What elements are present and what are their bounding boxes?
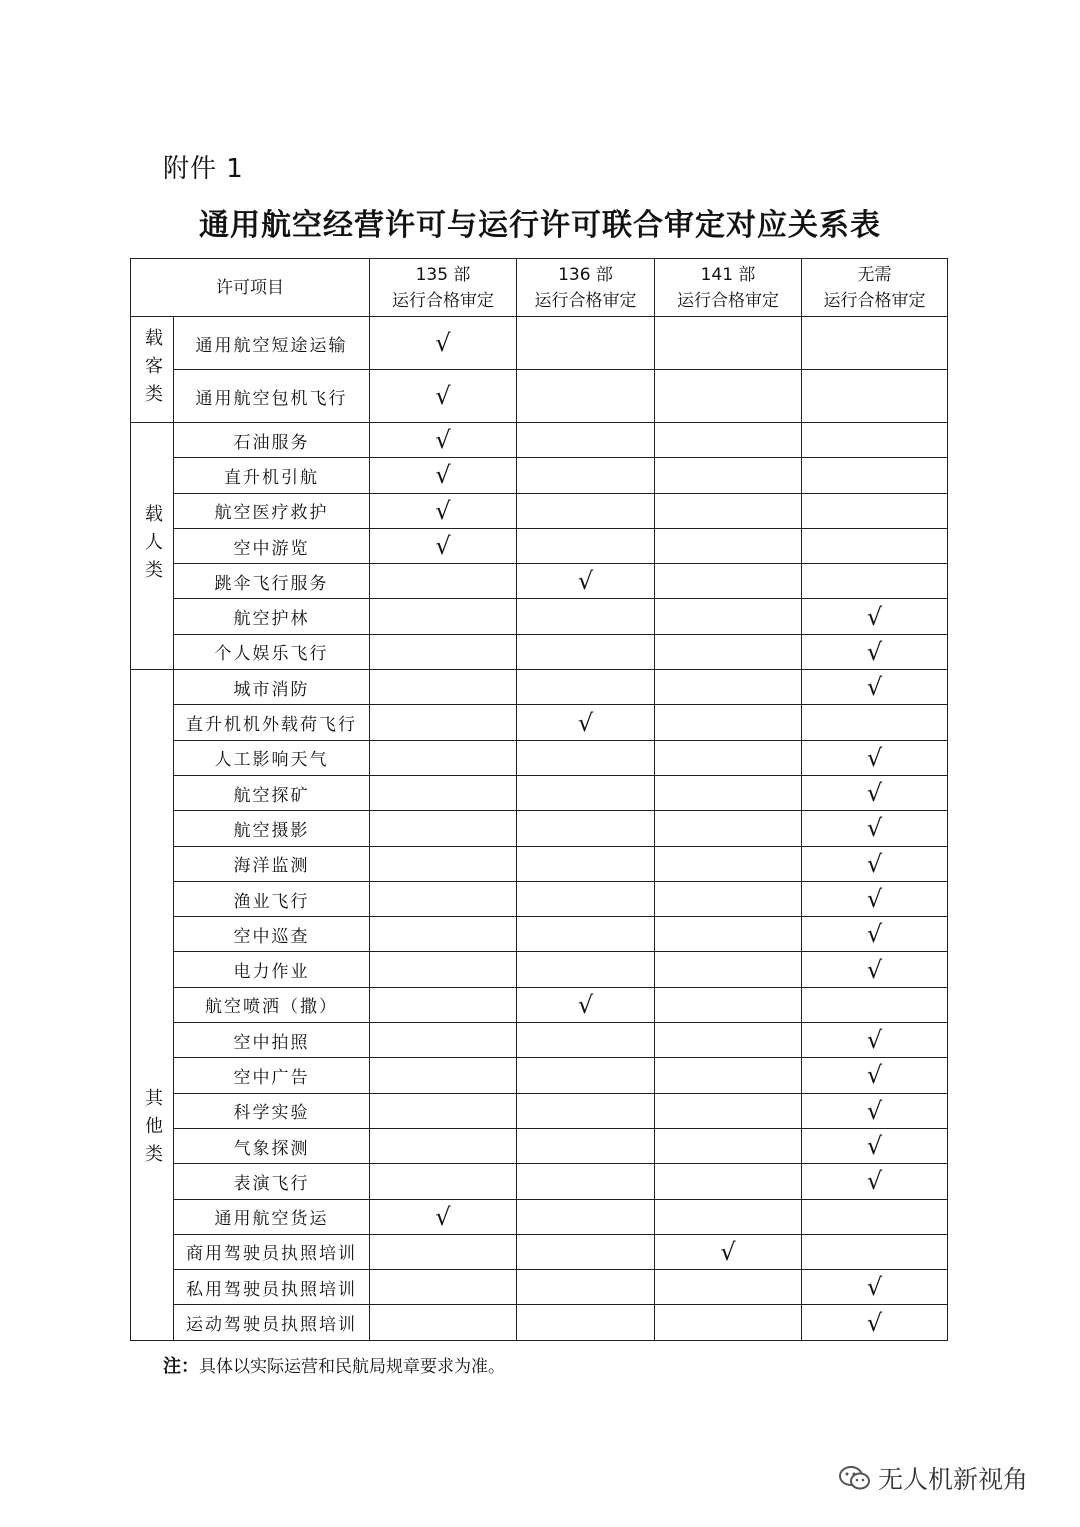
check-mark: √ (802, 1128, 948, 1163)
item-name: 表演飞行 (174, 1164, 370, 1199)
check-mark: √ (802, 1058, 948, 1093)
empty-cell (655, 634, 802, 669)
empty-cell (370, 846, 517, 881)
table-row (131, 775, 948, 810)
empty-cell (802, 564, 948, 599)
empty-cell (655, 458, 802, 493)
empty-cell (655, 370, 802, 423)
table-row (131, 458, 948, 493)
table-row (131, 528, 948, 563)
header-part-135: 135 部 运行合格审定 (370, 259, 517, 317)
item-name: 航空摄影 (174, 811, 370, 846)
check-mark: √ (802, 1023, 948, 1058)
check-mark: √ (802, 1270, 948, 1305)
item-name: 空中拍照 (174, 1023, 370, 1058)
empty-cell (517, 599, 655, 634)
empty-cell (517, 917, 655, 952)
check-mark: √ (370, 317, 517, 370)
empty-cell (517, 1199, 655, 1234)
table-row (131, 599, 948, 634)
table-row (131, 423, 948, 458)
empty-cell (517, 493, 655, 528)
table-row (131, 1023, 948, 1058)
empty-cell (655, 987, 802, 1022)
check-mark: √ (802, 811, 948, 846)
table-row (131, 846, 948, 881)
empty-cell (370, 670, 517, 705)
item-name: 航空喷洒（撒） (174, 987, 370, 1022)
check-mark: √ (802, 952, 948, 987)
item-name: 空中广告 (174, 1058, 370, 1093)
watermark-text: 无人机新视角 (878, 1465, 1029, 1494)
check-mark: √ (370, 423, 517, 458)
header-item: 许可项目 (131, 259, 370, 317)
check-mark: √ (802, 775, 948, 810)
empty-cell (370, 740, 517, 775)
empty-cell (655, 528, 802, 563)
table-row (131, 1199, 948, 1234)
empty-cell (517, 1093, 655, 1128)
wechat-icon (838, 1465, 872, 1491)
item-name: 商用驾驶员执照培训 (174, 1234, 370, 1269)
item-name: 通用航空包机飞行 (174, 370, 370, 423)
empty-cell (802, 1234, 948, 1269)
item-name: 气象探测 (174, 1128, 370, 1163)
empty-cell (517, 1023, 655, 1058)
empty-cell (370, 952, 517, 987)
empty-cell (802, 1199, 948, 1234)
empty-cell (655, 1058, 802, 1093)
empty-cell (802, 705, 948, 740)
item-name: 私用驾驶员执照培训 (174, 1270, 370, 1305)
empty-cell (370, 564, 517, 599)
item-name: 运动驾驶员执照培训 (174, 1305, 370, 1340)
item-name: 直升机机外载荷飞行 (174, 705, 370, 740)
table-row (131, 705, 948, 740)
item-name: 通用航空货运 (174, 1199, 370, 1234)
empty-cell (370, 1270, 517, 1305)
empty-cell (655, 493, 802, 528)
category-label: 载客类 (131, 317, 174, 423)
check-mark: √ (802, 599, 948, 634)
table-body (131, 317, 948, 1341)
check-mark: √ (802, 1093, 948, 1128)
check-mark: √ (370, 1199, 517, 1234)
empty-cell (517, 952, 655, 987)
empty-cell (655, 775, 802, 810)
check-mark: √ (517, 564, 655, 599)
empty-cell (517, 775, 655, 810)
item-name: 海洋监测 (174, 846, 370, 881)
table-header-row (131, 259, 948, 317)
table-row (131, 634, 948, 669)
empty-cell (370, 1023, 517, 1058)
item-name: 电力作业 (174, 952, 370, 987)
footnote-text: 具体以实际运营和民航局规章要求为准。 (199, 1357, 505, 1377)
check-mark: √ (517, 987, 655, 1022)
empty-cell (370, 1058, 517, 1093)
check-mark: √ (802, 1305, 948, 1340)
item-name: 空中游览 (174, 528, 370, 563)
empty-cell (517, 370, 655, 423)
check-mark: √ (802, 1164, 948, 1199)
check-mark: √ (802, 917, 948, 952)
empty-cell (802, 528, 948, 563)
item-name: 通用航空短途运输 (174, 317, 370, 370)
empty-cell (370, 1234, 517, 1269)
empty-cell (370, 1093, 517, 1128)
check-mark: √ (517, 705, 655, 740)
empty-cell (517, 317, 655, 370)
footnote (163, 1352, 505, 1378)
empty-cell (655, 740, 802, 775)
table-row (131, 1128, 948, 1163)
empty-cell (370, 634, 517, 669)
empty-cell (517, 740, 655, 775)
header-no-certification: 无需 运行合格审定 (802, 259, 948, 317)
empty-cell (655, 1023, 802, 1058)
empty-cell (517, 1234, 655, 1269)
empty-cell (655, 670, 802, 705)
table-row (131, 1058, 948, 1093)
table-row (131, 917, 948, 952)
check-mark: √ (802, 740, 948, 775)
check-mark: √ (370, 493, 517, 528)
item-name: 石油服务 (174, 423, 370, 458)
table-row (131, 1305, 948, 1340)
empty-cell (517, 458, 655, 493)
empty-cell (517, 670, 655, 705)
item-name: 空中巡查 (174, 917, 370, 952)
empty-cell (517, 1270, 655, 1305)
empty-cell (517, 1058, 655, 1093)
table-row (131, 493, 948, 528)
footnote-label: 注： (163, 1356, 199, 1377)
empty-cell (655, 846, 802, 881)
table-row (131, 740, 948, 775)
check-mark: √ (802, 881, 948, 916)
empty-cell (370, 987, 517, 1022)
empty-cell (802, 458, 948, 493)
check-mark: √ (370, 370, 517, 423)
item-name: 航空护林 (174, 599, 370, 634)
empty-cell (517, 634, 655, 669)
item-name: 科学实验 (174, 1093, 370, 1128)
empty-cell (370, 881, 517, 916)
check-mark: √ (802, 846, 948, 881)
item-name: 城市消防 (174, 670, 370, 705)
table-row (131, 317, 948, 370)
empty-cell (802, 987, 948, 1022)
empty-cell (517, 881, 655, 916)
empty-cell (370, 1305, 517, 1340)
item-name: 个人娱乐飞行 (174, 634, 370, 669)
empty-cell (517, 1305, 655, 1340)
empty-cell (655, 1164, 802, 1199)
empty-cell (655, 1270, 802, 1305)
empty-cell (370, 599, 517, 634)
empty-cell (517, 1128, 655, 1163)
empty-cell (655, 811, 802, 846)
item-name: 跳伞飞行服务 (174, 564, 370, 599)
table-row (131, 370, 948, 423)
empty-cell (517, 846, 655, 881)
header-part-141: 141 部 运行合格审定 (655, 259, 802, 317)
empty-cell (655, 423, 802, 458)
table-row (131, 1234, 948, 1269)
empty-cell (370, 1128, 517, 1163)
empty-cell (802, 423, 948, 458)
item-name: 航空探矿 (174, 775, 370, 810)
table-row (131, 670, 948, 705)
attachment-label: 附件 1 (163, 154, 244, 184)
empty-cell (517, 811, 655, 846)
license-table (130, 258, 948, 1341)
item-name: 人工影响天气 (174, 740, 370, 775)
empty-cell (655, 1199, 802, 1234)
table-row (131, 1093, 948, 1128)
category-label: 载人类 (131, 423, 174, 670)
check-mark: √ (370, 528, 517, 563)
empty-cell (655, 1305, 802, 1340)
item-name: 渔业飞行 (174, 881, 370, 916)
empty-cell (655, 952, 802, 987)
empty-cell (370, 811, 517, 846)
empty-cell (370, 1164, 517, 1199)
table-row (131, 881, 948, 916)
empty-cell (517, 528, 655, 563)
table-row (131, 952, 948, 987)
header-part-136: 136 部 运行合格审定 (517, 259, 655, 317)
empty-cell (655, 1128, 802, 1163)
empty-cell (370, 917, 517, 952)
page-title: 通用航空经营许可与运行许可联合审定对应关系表 (199, 208, 881, 243)
item-name: 航空医疗救护 (174, 493, 370, 528)
empty-cell (802, 493, 948, 528)
empty-cell (655, 917, 802, 952)
empty-cell (655, 1093, 802, 1128)
check-mark: √ (802, 670, 948, 705)
empty-cell (370, 775, 517, 810)
empty-cell (655, 881, 802, 916)
empty-cell (517, 423, 655, 458)
empty-cell (655, 705, 802, 740)
table-row (131, 987, 948, 1022)
table-row (131, 564, 948, 599)
category-label: 其他类 (131, 670, 174, 1341)
empty-cell (655, 564, 802, 599)
empty-cell (802, 317, 948, 370)
table-row (131, 811, 948, 846)
table-row (131, 1164, 948, 1199)
check-mark: √ (370, 458, 517, 493)
empty-cell (655, 317, 802, 370)
watermark (838, 1460, 1028, 1496)
check-mark: √ (655, 1234, 802, 1269)
empty-cell (802, 370, 948, 423)
empty-cell (655, 599, 802, 634)
empty-cell (517, 1164, 655, 1199)
item-name: 直升机引航 (174, 458, 370, 493)
empty-cell (370, 705, 517, 740)
table-row (131, 1270, 948, 1305)
check-mark: √ (802, 634, 948, 669)
